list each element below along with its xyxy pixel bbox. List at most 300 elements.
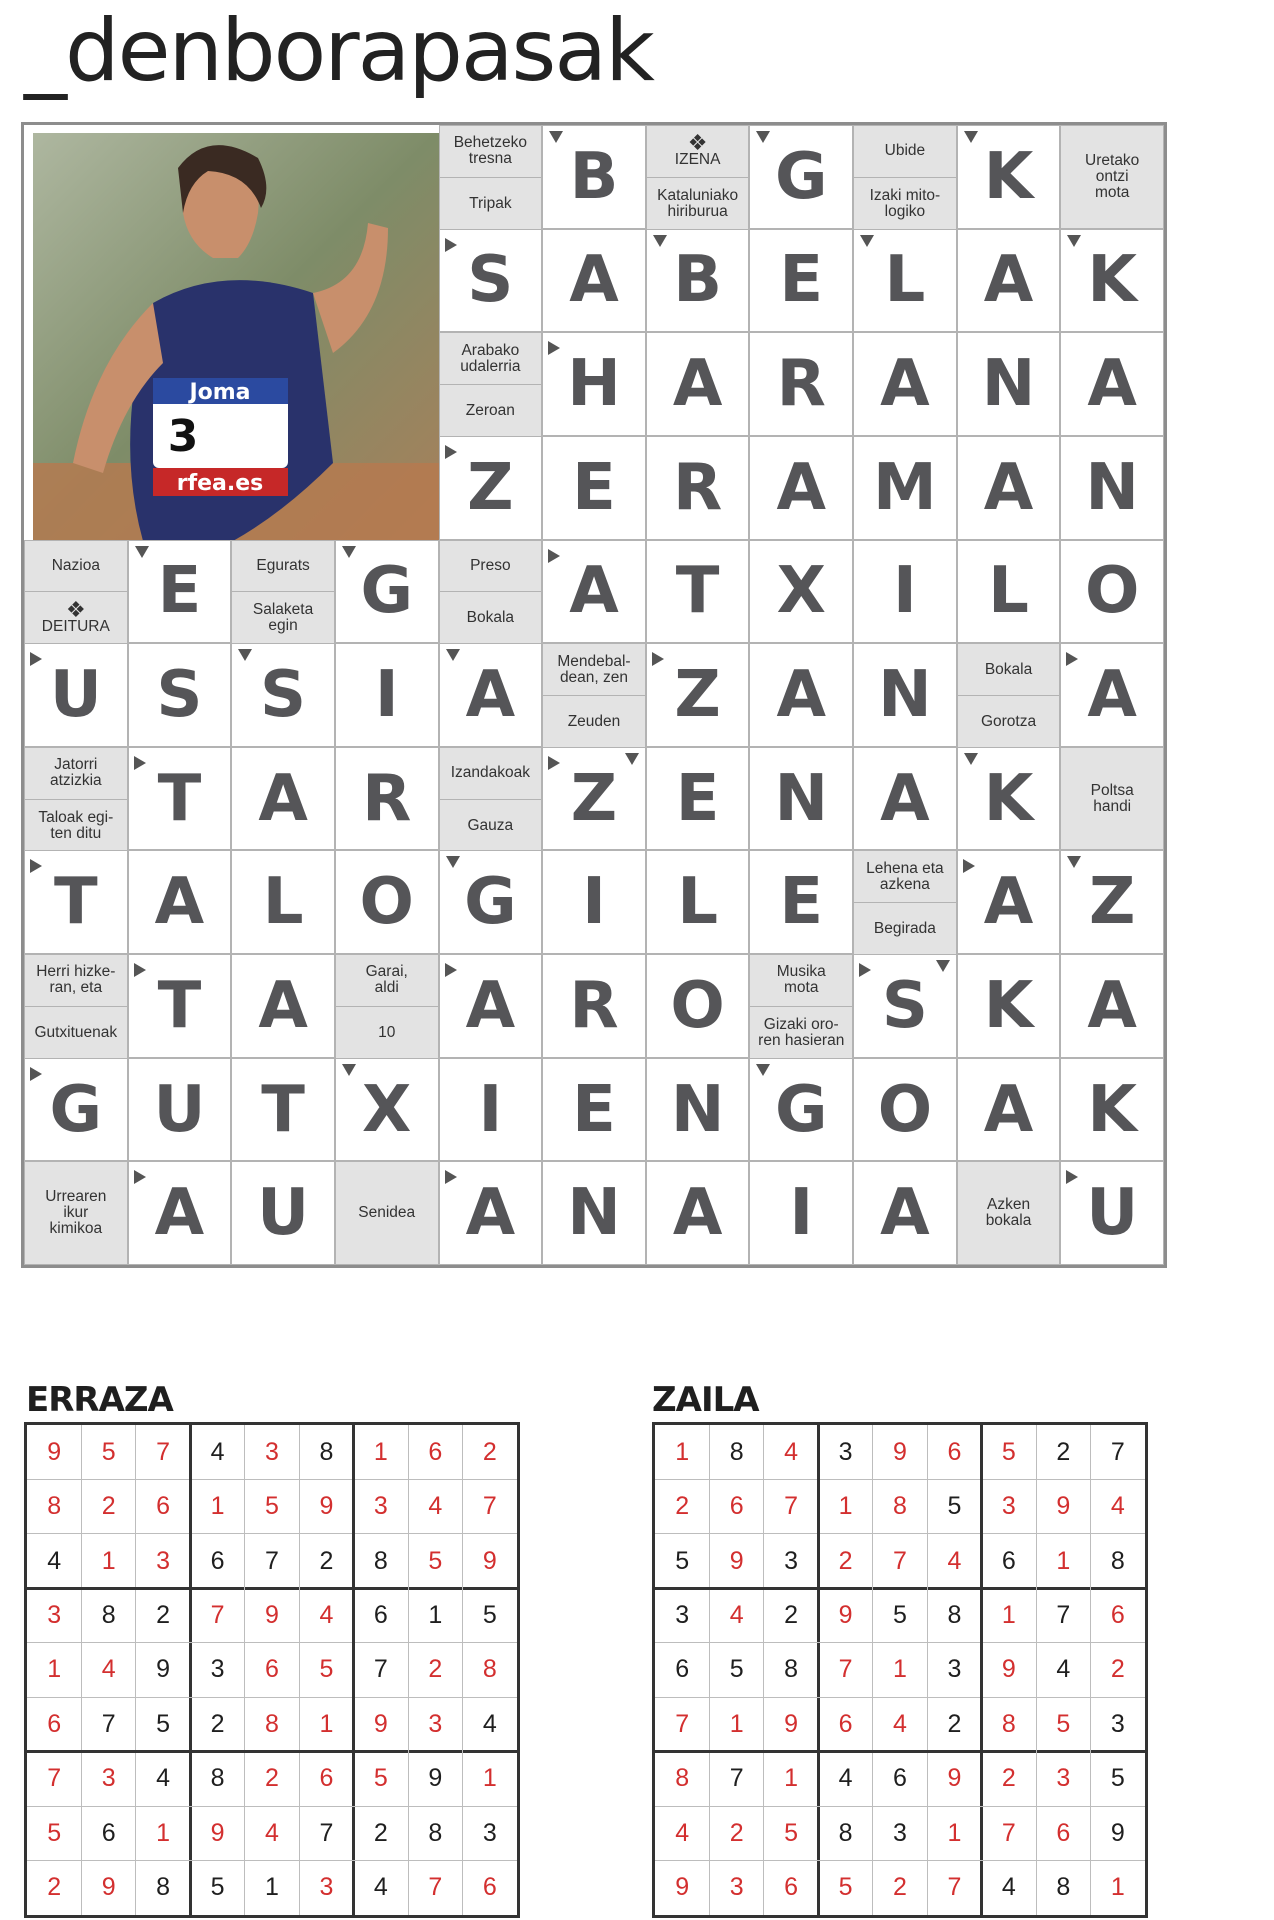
sudoku-cell-solution[interactable]: 4 bbox=[675, 1818, 690, 1847]
sudoku-cell-solution[interactable]: 1 bbox=[210, 1492, 225, 1521]
sudoku-cell-solution[interactable]: 9 bbox=[482, 1546, 497, 1575]
sudoku-cell-given[interactable]: 4 bbox=[210, 1437, 225, 1466]
sudoku-cell-solution[interactable]: 4 bbox=[265, 1818, 279, 1847]
crossword-letter-cell[interactable] bbox=[128, 643, 232, 747]
sudoku-cell-solution[interactable]: 3 bbox=[1001, 1492, 1016, 1521]
sudoku-easy-title: ERRAZA bbox=[26, 1380, 173, 1420]
crossword-letter-cell[interactable] bbox=[957, 954, 1061, 1058]
sudoku-cell-solution[interactable]: 1 bbox=[1110, 1873, 1125, 1902]
sudoku-cell-solution[interactable]: 8 bbox=[675, 1764, 690, 1793]
arrow-down-icon bbox=[860, 235, 874, 247]
arrow-right-icon bbox=[445, 238, 457, 252]
sudoku-cell-solution[interactable]: 7 bbox=[210, 1601, 225, 1630]
sudoku-cell-solution[interactable]: 3 bbox=[1056, 1764, 1071, 1793]
crossword-clue-top bbox=[440, 748, 542, 800]
crossword-letter: M bbox=[873, 450, 937, 525]
crossword-letter-cell[interactable] bbox=[542, 850, 646, 954]
sudoku-cell-solution[interactable]: 9 bbox=[373, 1709, 388, 1738]
crossword-letter-cell[interactable] bbox=[1060, 332, 1164, 436]
sudoku-cell-given[interactable]: 5 bbox=[1110, 1764, 1125, 1793]
sudoku-cell-solution[interactable]: 6 bbox=[838, 1709, 853, 1738]
sudoku-cell-solution[interactable]: 1 bbox=[319, 1709, 334, 1738]
sudoku-cell-given[interactable]: 8 bbox=[210, 1764, 225, 1793]
arrow-right-icon bbox=[963, 859, 975, 873]
sudoku-cell-given[interactable]: 2 bbox=[210, 1709, 225, 1738]
sudoku-cell-solution[interactable]: 6 bbox=[156, 1492, 171, 1521]
sudoku-cell-given[interactable]: 3 bbox=[838, 1437, 853, 1466]
crossword-letter-cell[interactable] bbox=[542, 954, 646, 1058]
crossword-letter-cell[interactable] bbox=[853, 229, 957, 333]
crossword-clue-pair bbox=[439, 332, 543, 436]
sudoku-cell-solution[interactable]: 5 bbox=[428, 1546, 443, 1575]
crossword-letter-cell[interactable] bbox=[646, 332, 750, 436]
sudoku-cell-solution[interactable]: 1 bbox=[101, 1546, 116, 1575]
sudoku-cell-solution[interactable]: 6 bbox=[729, 1492, 744, 1521]
sudoku-cell-given[interactable]: 5 bbox=[482, 1601, 497, 1630]
sudoku-cell-solution[interactable]: 5 bbox=[373, 1764, 388, 1793]
sudoku-cell-solution[interactable]: 5 bbox=[101, 1437, 116, 1466]
crossword-clue-bottom bbox=[854, 903, 956, 955]
crossword-letter-cell[interactable] bbox=[24, 1058, 128, 1162]
sudoku-cell-solution[interactable]: 1 bbox=[1056, 1546, 1071, 1575]
sudoku-cell-given[interactable]: 1 bbox=[265, 1873, 279, 1902]
sudoku-cell-given[interactable]: 5 bbox=[893, 1601, 907, 1630]
sudoku-cell-given[interactable]: 4 bbox=[482, 1709, 497, 1738]
sudoku-cell-given[interactable]: 6 bbox=[675, 1655, 690, 1684]
sudoku-cell-solution[interactable]: 4 bbox=[319, 1601, 334, 1630]
sudoku-cell-solution[interactable]: 9 bbox=[893, 1437, 907, 1466]
sudoku-cell-given[interactable]: 9 bbox=[1110, 1818, 1125, 1847]
crossword-letter-cell[interactable] bbox=[853, 643, 957, 747]
crossword-letter-cell[interactable] bbox=[646, 436, 750, 540]
sudoku-cell-solution[interactable]: 8 bbox=[1001, 1709, 1016, 1738]
crossword-letter-cell[interactable] bbox=[128, 954, 232, 1058]
crossword-letter-cell[interactable] bbox=[439, 229, 543, 333]
sudoku-cell-solution[interactable]: 8 bbox=[893, 1492, 907, 1521]
crossword-letter-cell[interactable] bbox=[957, 332, 1061, 436]
sudoku-cell-solution[interactable]: 3 bbox=[101, 1764, 116, 1793]
sudoku-cell-solution[interactable]: 9 bbox=[210, 1818, 225, 1847]
sudoku-cell-solution[interactable]: 6 bbox=[1110, 1601, 1125, 1630]
crossword-clue-text: Arabako udalerria bbox=[460, 341, 521, 375]
sudoku-cell-given[interactable]: 5 bbox=[729, 1655, 744, 1684]
crossword-letter-cell[interactable] bbox=[1060, 1161, 1164, 1265]
sudoku-cell-solution[interactable]: 9 bbox=[729, 1546, 744, 1575]
sudoku-cell-given[interactable]: 7 bbox=[1056, 1601, 1071, 1630]
sudoku-cell-solution[interactable]: 9 bbox=[1056, 1492, 1071, 1521]
sudoku-cell-solution[interactable]: 3 bbox=[156, 1546, 171, 1575]
sudoku-cell-given[interactable]: 2 bbox=[947, 1709, 962, 1738]
sudoku-cell-solution[interactable]: 5 bbox=[784, 1818, 799, 1847]
arrow-down-icon bbox=[135, 546, 149, 558]
crossword-letter: K bbox=[1087, 243, 1137, 318]
crossword-letter-cell[interactable] bbox=[853, 436, 957, 540]
sudoku-cell-given[interactable]: 7 bbox=[1110, 1437, 1125, 1466]
crossword-letter-cell[interactable] bbox=[335, 1058, 439, 1162]
crossword-letter-cell[interactable] bbox=[335, 643, 439, 747]
sudoku-cell-solution[interactable]: 1 bbox=[156, 1818, 171, 1847]
sudoku-cell-given[interactable]: 5 bbox=[210, 1873, 225, 1902]
sudoku-cell-given[interactable]: 2 bbox=[373, 1818, 388, 1847]
crossword-letter-cell[interactable] bbox=[749, 747, 853, 851]
sudoku-cell-given[interactable]: 6 bbox=[1001, 1546, 1016, 1575]
sudoku-cell-solution[interactable]: 2 bbox=[428, 1655, 443, 1684]
crossword-letter: T bbox=[157, 968, 202, 1043]
crossword-letter-cell[interactable] bbox=[1060, 643, 1164, 747]
sudoku-cell-solution[interactable]: 8 bbox=[482, 1655, 497, 1684]
sudoku-cell-given[interactable]: 3 bbox=[893, 1818, 907, 1847]
sudoku-cell-given[interactable]: 6 bbox=[373, 1601, 388, 1630]
sudoku-cell-given[interactable]: 8 bbox=[729, 1437, 744, 1466]
crossword-clue-bottom bbox=[958, 696, 1060, 748]
sudoku-cell-given[interactable]: 4 bbox=[373, 1873, 388, 1902]
crossword-letter-cell[interactable] bbox=[1060, 1058, 1164, 1162]
sudoku-cell-solution[interactable]: 4 bbox=[947, 1546, 962, 1575]
crossword-letter-cell[interactable] bbox=[542, 1161, 646, 1265]
sudoku-cell-given[interactable]: 4 bbox=[1001, 1873, 1016, 1902]
crossword-letter-cell[interactable] bbox=[542, 1058, 646, 1162]
sudoku-cell-given[interactable]: 5 bbox=[156, 1709, 171, 1738]
crossword-letter-cell[interactable] bbox=[1060, 850, 1164, 954]
sudoku-cell-solution[interactable]: 4 bbox=[428, 1492, 443, 1521]
sudoku-cell-solution[interactable]: 3 bbox=[319, 1873, 334, 1902]
sudoku-cell-given[interactable]: 8 bbox=[373, 1546, 388, 1575]
sudoku-cell-given[interactable]: 3 bbox=[1110, 1709, 1125, 1738]
crossword-clue-top bbox=[25, 955, 127, 1007]
sudoku-cell-solution[interactable]: 9 bbox=[784, 1709, 799, 1738]
sudoku-cell-solution[interactable]: 4 bbox=[729, 1601, 744, 1630]
sudoku-cell-given[interactable]: 4 bbox=[838, 1764, 853, 1793]
crossword-letter-cell[interactable] bbox=[749, 850, 853, 954]
sudoku-cell-solution[interactable]: 2 bbox=[675, 1492, 690, 1521]
crossword-letter: A bbox=[983, 450, 1034, 525]
crossword-clue: Urrearen ikur kimikoa bbox=[24, 1161, 128, 1265]
sudoku-cell-solution[interactable]: 3 bbox=[373, 1492, 388, 1521]
arrow-down-icon bbox=[238, 649, 252, 661]
crossword-clue-bottom bbox=[543, 696, 645, 748]
crossword-letter-cell[interactable] bbox=[646, 1058, 750, 1162]
crossword-letter: E bbox=[779, 243, 824, 318]
sudoku-cell-given[interactable]: 2 bbox=[156, 1601, 171, 1630]
sudoku-cell-solution[interactable]: 1 bbox=[373, 1437, 388, 1466]
sudoku-cell-given[interactable]: 4 bbox=[1056, 1655, 1071, 1684]
sudoku-cell-given[interactable]: 1 bbox=[428, 1601, 443, 1630]
crossword-letter-cell[interactable] bbox=[439, 1058, 543, 1162]
crossword-letter: R bbox=[569, 968, 619, 1043]
crossword-letter-cell[interactable] bbox=[128, 1161, 232, 1265]
sudoku-cell-solution[interactable]: 4 bbox=[784, 1437, 799, 1466]
sudoku-cell-solution[interactable]: 1 bbox=[729, 1709, 744, 1738]
sudoku-cell-solution[interactable]: 6 bbox=[947, 1437, 962, 1466]
sudoku-cell-solution[interactable]: 2 bbox=[265, 1764, 279, 1793]
sudoku-cell-given[interactable]: 8 bbox=[1110, 1546, 1125, 1575]
sudoku-cell-solution[interactable]: 7 bbox=[675, 1709, 690, 1738]
crossword-letter-cell[interactable] bbox=[646, 1161, 750, 1265]
sudoku-cell-given[interactable]: 9 bbox=[428, 1764, 443, 1793]
sudoku-cell-solution[interactable]: 9 bbox=[1001, 1655, 1016, 1684]
crossword-clue-bottom bbox=[647, 178, 749, 230]
crossword-letter: A bbox=[776, 657, 827, 732]
sudoku-cell-given[interactable]: 8 bbox=[156, 1873, 171, 1902]
crossword-letter-cell[interactable] bbox=[542, 125, 646, 229]
crossword-letter-cell[interactable] bbox=[749, 1058, 853, 1162]
sudoku-cell-given[interactable]: 4 bbox=[47, 1546, 62, 1575]
sudoku-cell-solution[interactable]: 4 bbox=[1110, 1492, 1125, 1521]
crossword-letter-cell[interactable] bbox=[439, 1161, 543, 1265]
crossword-letter-cell[interactable] bbox=[231, 850, 335, 954]
crossword-letter-cell[interactable] bbox=[749, 1161, 853, 1265]
crossword-letter-cell[interactable] bbox=[439, 850, 543, 954]
sudoku-cell-given[interactable]: 2 bbox=[319, 1546, 334, 1575]
sudoku-cell-solution[interactable]: 6 bbox=[47, 1709, 62, 1738]
sudoku-cell-solution[interactable]: 5 bbox=[47, 1818, 62, 1847]
sudoku-cell-solution[interactable]: 7 bbox=[947, 1873, 962, 1902]
crossword-letter: E bbox=[572, 1072, 616, 1147]
crossword-letter: A bbox=[569, 554, 619, 629]
sudoku-cell-given[interactable]: 5 bbox=[675, 1546, 690, 1575]
sudoku-cell-solution[interactable]: 2 bbox=[1001, 1764, 1016, 1793]
crossword-clue-pair bbox=[24, 540, 128, 644]
sudoku-cell-solution[interactable]: 8 bbox=[265, 1709, 279, 1738]
crossword-letter-cell[interactable] bbox=[128, 850, 232, 954]
sudoku-cell-solution[interactable]: 7 bbox=[1001, 1818, 1016, 1847]
sudoku-cell-solution[interactable]: 2 bbox=[838, 1546, 853, 1575]
sudoku-cell-solution[interactable]: 4 bbox=[101, 1655, 116, 1684]
sudoku-cell-solution[interactable]: 5 bbox=[265, 1492, 279, 1521]
sudoku-cell-solution[interactable]: 4 bbox=[893, 1709, 907, 1738]
sudoku-cell-given[interactable]: 8 bbox=[428, 1818, 443, 1847]
sudoku-cell-given[interactable]: 9 bbox=[156, 1655, 171, 1684]
sudoku-cell-solution[interactable]: 3 bbox=[47, 1601, 62, 1630]
sudoku-cell-solution[interactable]: 3 bbox=[265, 1437, 279, 1466]
crossword-clue-text: IZENA bbox=[674, 151, 721, 169]
crossword-letter: E bbox=[779, 865, 824, 940]
sudoku-cell-solution[interactable]: 9 bbox=[47, 1437, 62, 1466]
sudoku-cell-solution[interactable]: 2 bbox=[47, 1873, 62, 1902]
sudoku-cell-given[interactable]: 8 bbox=[319, 1437, 334, 1466]
sudoku-cell-solution[interactable]: 1 bbox=[838, 1492, 853, 1521]
sudoku-cell-given[interactable]: 8 bbox=[1056, 1873, 1071, 1902]
crossword-letter-cell[interactable] bbox=[646, 850, 750, 954]
sudoku-cell-solution[interactable]: 1 bbox=[675, 1437, 690, 1466]
arrow-down-icon bbox=[964, 753, 978, 765]
crossword-letter-cell[interactable] bbox=[853, 540, 957, 644]
sudoku-cell-given[interactable]: 6 bbox=[101, 1818, 116, 1847]
crossword-clue-pair bbox=[24, 954, 128, 1058]
crossword-letter-cell[interactable] bbox=[542, 436, 646, 540]
sudoku-cell-solution[interactable]: 5 bbox=[838, 1873, 853, 1902]
crossword-letter-cell[interactable] bbox=[749, 540, 853, 644]
crossword-letter-cell[interactable] bbox=[749, 436, 853, 540]
arrow-down-icon bbox=[1067, 235, 1081, 247]
sudoku-cell-given[interactable]: 7 bbox=[373, 1655, 388, 1684]
crossword-letter-cell[interactable] bbox=[749, 332, 853, 436]
sudoku-cell-given[interactable]: 8 bbox=[947, 1601, 962, 1630]
crossword-letter-cell[interactable] bbox=[1060, 540, 1164, 644]
crossword-letter-cell[interactable] bbox=[335, 540, 439, 644]
crossword-clue-text: Izandakoak bbox=[450, 764, 530, 782]
crossword-clue-text: 10 bbox=[378, 1023, 396, 1041]
sudoku-cell-solution[interactable]: 6 bbox=[265, 1655, 279, 1684]
crossword-clue-text: Gutxituenak bbox=[34, 1023, 118, 1041]
sudoku-cell-solution[interactable]: 1 bbox=[482, 1764, 497, 1793]
sudoku-cell-solution[interactable]: 7 bbox=[838, 1655, 853, 1684]
crossword-letter-cell[interactable] bbox=[957, 540, 1061, 644]
crossword-letter-cell[interactable] bbox=[542, 332, 646, 436]
crossword-letter-cell[interactable] bbox=[128, 747, 232, 851]
sudoku-cell-given[interactable]: 7 bbox=[265, 1546, 279, 1575]
sudoku-cell-solution[interactable]: 2 bbox=[893, 1873, 907, 1902]
sudoku-cell-solution[interactable]: 5 bbox=[319, 1655, 334, 1684]
crossword-letter-cell[interactable] bbox=[335, 747, 439, 851]
sudoku-cell-given[interactable]: 3 bbox=[210, 1655, 225, 1684]
sudoku-cell-solution[interactable]: 2 bbox=[1110, 1655, 1125, 1684]
crossword-clue-text: Behetzeko tresna bbox=[453, 134, 527, 168]
sudoku-cell-solution[interactable]: 1 bbox=[947, 1818, 962, 1847]
crossword-letter-cell[interactable] bbox=[439, 643, 543, 747]
crossword-letter-cell[interactable] bbox=[853, 954, 957, 1058]
crossword-letter-cell[interactable] bbox=[853, 1058, 957, 1162]
crossword-letter-cell[interactable] bbox=[24, 643, 128, 747]
crossword-letter: A bbox=[1087, 657, 1137, 732]
crossword-letter: G bbox=[775, 1072, 828, 1147]
crossword-clue-pair bbox=[542, 643, 646, 747]
sudoku-cell-solution[interactable]: 3 bbox=[729, 1873, 744, 1902]
sudoku-cell-solution[interactable]: 5 bbox=[1001, 1437, 1016, 1466]
crossword-clue-bottom bbox=[25, 592, 127, 644]
sudoku-cell-given[interactable]: 7 bbox=[101, 1709, 116, 1738]
sudoku-cell-solution[interactable]: 6 bbox=[1056, 1818, 1071, 1847]
crossword-letter-cell[interactable] bbox=[542, 747, 646, 851]
crossword-clue-top bbox=[25, 541, 127, 593]
sudoku-cell-given[interactable]: 2 bbox=[1056, 1437, 1071, 1466]
crossword-letter-cell[interactable] bbox=[231, 747, 335, 851]
crossword-clue-pair bbox=[853, 850, 957, 954]
crossword-letter-cell[interactable] bbox=[957, 747, 1061, 851]
sudoku-cell-solution[interactable]: 1 bbox=[784, 1764, 799, 1793]
sudoku-cell-solution[interactable]: 2 bbox=[729, 1818, 744, 1847]
sudoku-cell-given[interactable]: 8 bbox=[838, 1818, 853, 1847]
crossword-clue-text: Bokala bbox=[466, 609, 515, 627]
sudoku-cell-solution[interactable]: 6 bbox=[319, 1764, 334, 1793]
crossword-letter-cell[interactable] bbox=[957, 850, 1061, 954]
crossword-clue-top bbox=[543, 644, 645, 696]
crossword-letter-cell[interactable] bbox=[231, 1058, 335, 1162]
sudoku-cell-solution[interactable]: 7 bbox=[47, 1764, 62, 1793]
sudoku-cell-given[interactable]: 6 bbox=[893, 1764, 907, 1793]
crossword-letter-cell[interactable] bbox=[853, 332, 957, 436]
sudoku-cell-solution[interactable]: 9 bbox=[947, 1764, 962, 1793]
sudoku-cell-solution[interactable]: 9 bbox=[675, 1873, 690, 1902]
sudoku-cell-solution[interactable]: 6 bbox=[428, 1437, 443, 1466]
crossword-clue-text: Zeuden bbox=[567, 712, 621, 730]
crossword-clue-text: Kataluniako hiriburua bbox=[657, 186, 739, 220]
crossword-letter-cell[interactable] bbox=[853, 1161, 957, 1265]
crossword-letter-cell[interactable] bbox=[231, 643, 335, 747]
sudoku-cell-solution[interactable]: 9 bbox=[838, 1601, 853, 1630]
crossword-letter-cell[interactable] bbox=[542, 229, 646, 333]
sudoku-cell-given[interactable]: 4 bbox=[156, 1764, 171, 1793]
sudoku-cell-solution[interactable]: 1 bbox=[47, 1655, 62, 1684]
crossword-letter-cell[interactable] bbox=[646, 540, 750, 644]
sudoku-cell-solution[interactable]: 1 bbox=[1001, 1601, 1016, 1630]
crossword-letter-cell[interactable] bbox=[128, 1058, 232, 1162]
crossword-letter-cell[interactable] bbox=[128, 540, 232, 644]
crossword-letter: N bbox=[774, 761, 829, 836]
crossword-letter-cell[interactable] bbox=[231, 1161, 335, 1265]
sudoku-cell-solution[interactable]: 7 bbox=[156, 1437, 171, 1466]
sudoku-cell-solution[interactable]: 3 bbox=[428, 1709, 443, 1738]
sudoku-hard-grid bbox=[652, 1422, 1148, 1918]
crossword-clue-bottom bbox=[336, 1007, 438, 1059]
crossword-letter-cell[interactable] bbox=[1060, 229, 1164, 333]
sudoku-cell-solution[interactable]: 2 bbox=[482, 1437, 497, 1466]
sudoku-cell-given[interactable]: 8 bbox=[101, 1601, 116, 1630]
crossword-letter-cell[interactable] bbox=[646, 643, 750, 747]
sudoku-cell-given[interactable]: 3 bbox=[482, 1818, 497, 1847]
crossword-letter: E bbox=[572, 450, 616, 525]
sudoku-cell-solution[interactable]: 8 bbox=[47, 1492, 62, 1521]
sudoku-cell-solution[interactable]: 7 bbox=[784, 1492, 799, 1521]
sudoku-cell-solution[interactable]: 5 bbox=[1056, 1709, 1071, 1738]
sudoku-cell-solution[interactable]: 7 bbox=[482, 1492, 497, 1521]
crossword-letter-cell[interactable] bbox=[957, 125, 1061, 229]
crossword-letter-cell[interactable] bbox=[1060, 436, 1164, 540]
crossword-clue-text: Egurats bbox=[256, 556, 310, 574]
sudoku-cell-solution[interactable]: 7 bbox=[893, 1546, 907, 1575]
sudoku-cell-given[interactable]: 3 bbox=[675, 1601, 690, 1630]
crossword-letter-cell[interactable] bbox=[335, 850, 439, 954]
crossword-letter-cell[interactable] bbox=[853, 747, 957, 851]
sudoku-cell-solution[interactable]: 9 bbox=[265, 1601, 279, 1630]
sudoku-cell-solution[interactable]: 7 bbox=[428, 1873, 443, 1902]
sudoku-cell-solution[interactable]: 2 bbox=[101, 1492, 116, 1521]
crossword-letter-cell[interactable] bbox=[749, 125, 853, 229]
crossword-letter-cell[interactable] bbox=[749, 229, 853, 333]
crossword-letter-cell[interactable] bbox=[439, 436, 543, 540]
sudoku-cell-given[interactable]: 7 bbox=[319, 1818, 334, 1847]
crossword-letter: O bbox=[877, 1072, 933, 1147]
sudoku-cell-solution[interactable]: 9 bbox=[319, 1492, 334, 1521]
crossword-letter-cell[interactable] bbox=[231, 954, 335, 1058]
crossword-letter-cell[interactable] bbox=[542, 540, 646, 644]
crossword-letter-cell[interactable] bbox=[749, 643, 853, 747]
crossword-letter-cell[interactable] bbox=[24, 850, 128, 954]
crossword-letter-cell[interactable] bbox=[439, 954, 543, 1058]
sudoku-cell-given[interactable]: 3 bbox=[784, 1546, 799, 1575]
sudoku-cell-given[interactable]: 3 bbox=[947, 1655, 962, 1684]
sudoku-cell-given[interactable]: 7 bbox=[729, 1764, 744, 1793]
sudoku-cell-given[interactable]: 2 bbox=[784, 1601, 799, 1630]
sudoku-cell-given[interactable]: 5 bbox=[947, 1492, 962, 1521]
sudoku-cell-solution[interactable]: 1 bbox=[893, 1655, 907, 1684]
crossword-letter: L bbox=[677, 865, 719, 940]
sudoku-cell-given[interactable]: 8 bbox=[784, 1655, 799, 1684]
sudoku-cell-solution[interactable]: 6 bbox=[784, 1873, 799, 1902]
crossword-letter-cell[interactable] bbox=[646, 747, 750, 851]
sudoku-cell-solution[interactable]: 9 bbox=[101, 1873, 116, 1902]
crossword-letter-cell[interactable] bbox=[957, 229, 1061, 333]
sudoku-cell-solution[interactable]: 6 bbox=[482, 1873, 497, 1902]
crossword-letter-cell[interactable] bbox=[646, 954, 750, 1058]
crossword-letter-cell[interactable] bbox=[957, 436, 1061, 540]
crossword-letter-cell[interactable] bbox=[1060, 954, 1164, 1058]
sudoku-cell-given[interactable]: 6 bbox=[210, 1546, 225, 1575]
crossword-diamond-icon: ❖ bbox=[65, 597, 86, 623]
crossword-clue-top bbox=[750, 955, 852, 1007]
crossword-letter-cell[interactable] bbox=[646, 229, 750, 333]
crossword-letter-cell[interactable] bbox=[957, 1058, 1061, 1162]
